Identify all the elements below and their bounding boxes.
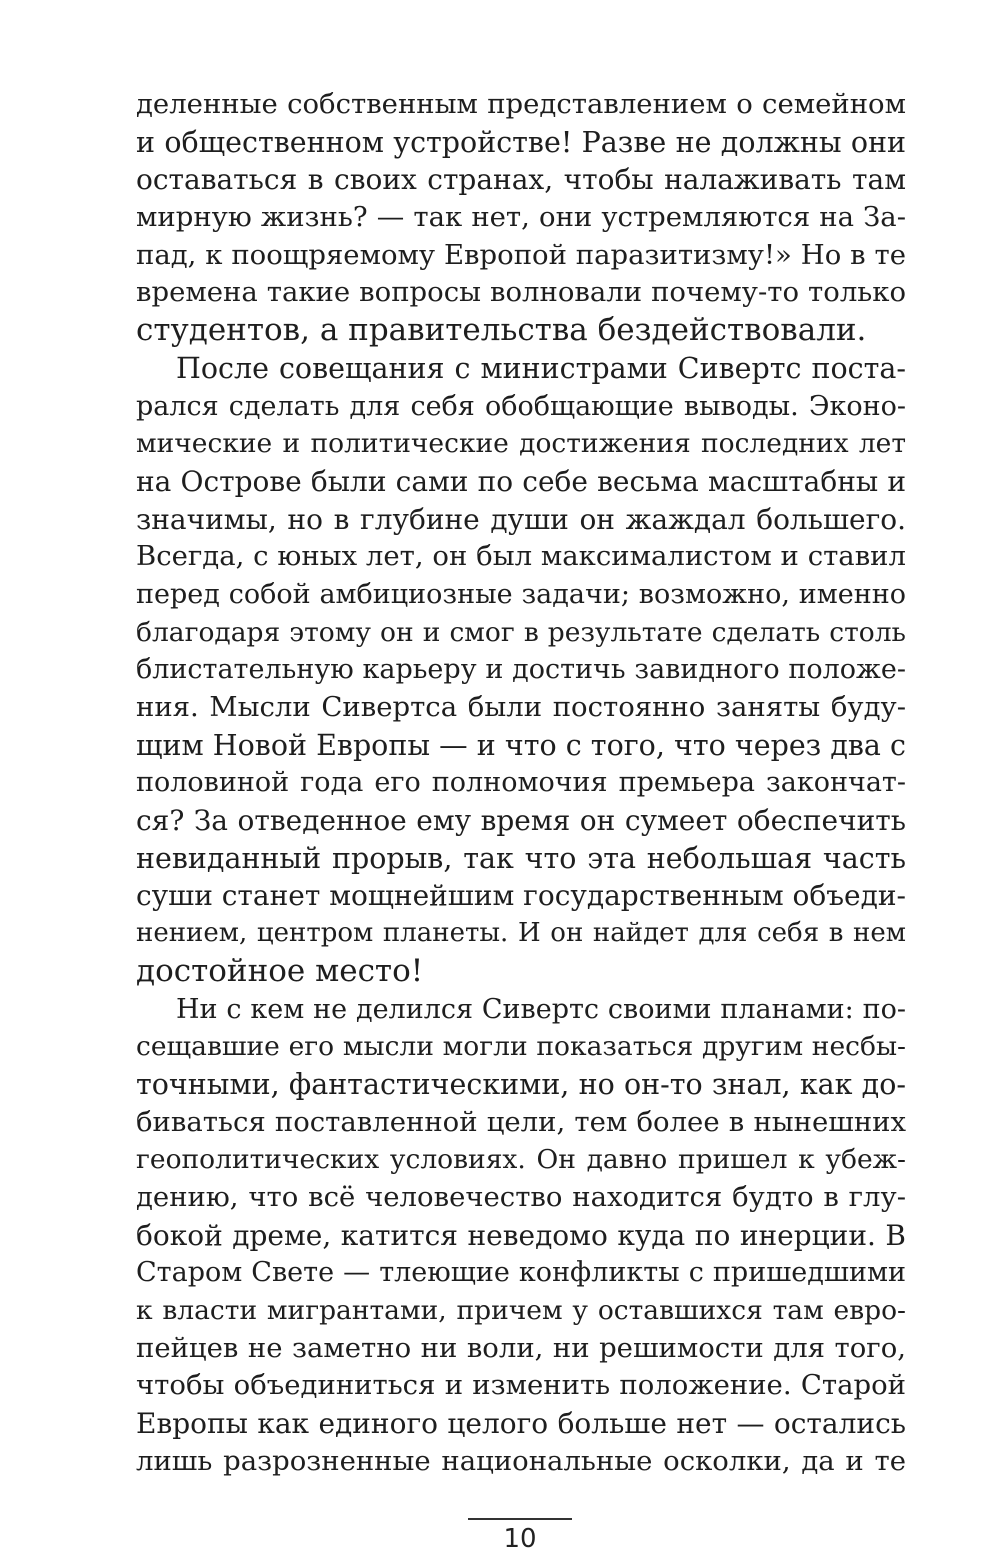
text-line: к власти мигрантами, причем у оставшихся там евро-: [136, 1295, 906, 1326]
text-line: чтобы объединиться и изменить положение. Старой: [136, 1369, 906, 1402]
text-line: лишь разрозненные национальные осколки, да и те: [136, 1444, 906, 1477]
text-line: невиданный прорыв, так что эта небольшая часть: [136, 841, 906, 875]
text-line: пад, к поощряемому Европой паразитизму!» Но в те: [136, 238, 906, 271]
paragraph-start-line: После совещания с министрами Сивертс поста-: [176, 351, 906, 385]
text-line: сещавшие его мысли могли показаться другим несбы-: [136, 1031, 906, 1063]
text-line: пейцев не заметно ни воли, ни решимости для того,: [136, 1331, 906, 1364]
text-line: мические и политические достижения последних лет: [136, 428, 906, 460]
text-line: точными, фантастическими, но он-то знал, как до-: [136, 1067, 906, 1101]
text-line: дению, что всё человечество находится будто в глу-: [136, 1180, 906, 1213]
text-line: и общественном устройстве! Разве не должны они: [136, 125, 906, 159]
paragraph-end-line: студентов, а правительства бездействовали.: [136, 312, 867, 349]
text-line: благодаря этому он и смог в результате сделать столь: [136, 616, 906, 648]
text-line: значимы, но в глубине души он жаждал большего.: [136, 502, 906, 536]
body-text: [136, 86, 906, 1480]
text-line: щим Новой Европы — и что с того, что через два с: [136, 728, 906, 762]
text-line: ния. Мысли Сивертса были постоянно заняты буду-: [136, 691, 906, 723]
text-line: Всегда, с юных лет, он был максималистом и ставил: [136, 540, 906, 573]
text-line: мирную жизнь? — так нет, они устремляются на За-: [136, 201, 906, 234]
footer-divider: [468, 1518, 572, 1520]
text-line: биваться поставленной цели, тем более в нынешних: [136, 1105, 906, 1138]
text-line: рался сделать для себя обобщающие выводы. Эконо-: [136, 390, 906, 422]
text-line: ся? За отведенное ему время он сумеет обеспечить: [136, 804, 906, 838]
text-line: деленные собственным представлением о семейном: [136, 88, 906, 120]
text-line: половиной года его полномочия премьера закончат-: [136, 767, 906, 799]
page-number: 10: [503, 1524, 537, 1554]
text-line: бокой дреме, катится неведомо куда по инерции. В: [136, 1218, 906, 1252]
text-line: на Острове были сами по себе весьма масштабны и: [136, 464, 906, 498]
text-line: времена такие вопросы волновали почему-то только: [136, 276, 906, 309]
text-line: Европы как единого целого больше нет — остались: [136, 1407, 906, 1441]
text-line: блистательную карьеру и достичь завидного положе-: [136, 654, 906, 686]
paragraph-start-line: Ни с кем не делился Сивертс своими планами: по-: [176, 993, 906, 1025]
text-line: суши станет мощнейшим государственным объеди-: [136, 879, 906, 913]
text-line: перед собой амбициозные задачи; возможно, именно: [136, 578, 906, 610]
paragraph-end-line: достойное место!: [136, 952, 424, 989]
text-line: оставаться в своих странах, чтобы налаживать там: [136, 163, 906, 197]
text-line: геополитических условиях. Он давно пришел к убеж-: [136, 1144, 906, 1176]
text-line: нением, центром планеты. И он найдет для себя в нем: [136, 918, 906, 949]
text-line: Старом Свете — тлеющие конфликты с пришедшими: [136, 1257, 906, 1289]
